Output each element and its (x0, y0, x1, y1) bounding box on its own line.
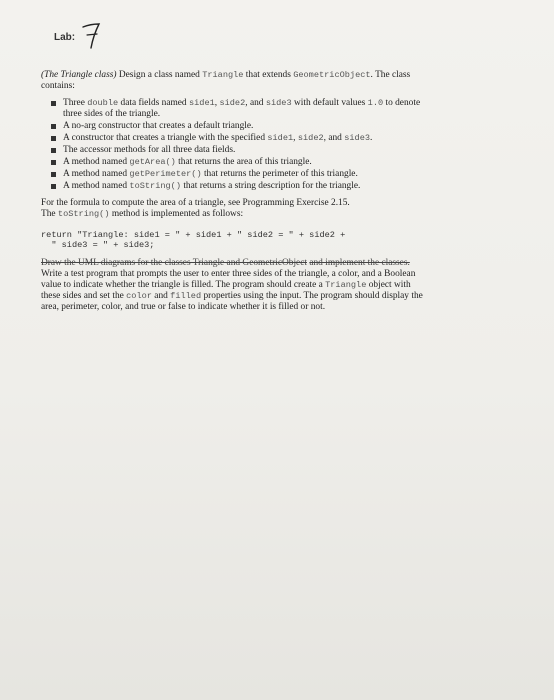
formula-line: For the formula to compute the area of a triangle, see Programming Exercise 2.15. (41, 198, 350, 208)
struck-text: Draw the UML diagrams for the classes Triangle and GeometricObject (41, 258, 307, 268)
assignment-content (41, 70, 441, 313)
intro-paragraph: (The Triangle class) Design a class named Triangle that extends GeometricObject. The class contains: (41, 70, 411, 91)
list-item: The accessor methods for all three data fields. (41, 145, 441, 156)
struck-text: and implement the classes. (309, 258, 410, 268)
bullet-icon (51, 101, 56, 106)
bullet-icon (51, 160, 56, 165)
code-line: " side3 = " + side3; (41, 240, 155, 250)
bullet-icon (51, 124, 56, 129)
bullet-icon (51, 136, 56, 141)
list-item: A method named getArea() that returns the area of this triangle. (41, 157, 441, 168)
code-snippet (41, 230, 441, 250)
list-item: Three double data fields named side1, side2, and side3 with default values 1.0 to denote three sides of the triangle. (41, 98, 441, 120)
bullet-icon (51, 184, 56, 189)
formula-note (41, 198, 441, 220)
bullet-icon (51, 148, 56, 153)
tostring-line: The toString() method is implemented as follows: (41, 209, 244, 219)
list-item: A method named getPerimeter() that returns the perimeter of this triangle. (41, 169, 441, 180)
intro-title: (The Triangle class) (41, 70, 117, 80)
handwritten-lab-number (80, 20, 102, 50)
class-name-triangle: Triangle (202, 70, 244, 80)
list-item: A constructor that creates a triangle with the specified side1, side2, and side3. (41, 133, 441, 144)
list-item: A no-arg constructor that creates a default triangle. (41, 121, 441, 132)
class-name-geometric-object: GeometricObject (293, 70, 371, 80)
code-line: return "Triangle: side1 = " + side1 + " side2 = " + side2 + (41, 230, 346, 240)
lab-label: Lab: (54, 32, 76, 43)
class-contents-list (41, 98, 441, 192)
list-item: A method named toString() that returns a string description for the triangle. (41, 181, 441, 192)
handwritten-seven-icon (80, 20, 102, 50)
bullet-icon (51, 172, 56, 177)
test-program-paragraph: Draw the UML diagrams for the classes Triangle and GeometricObject and implement the classes. Write a test program that prompts the user to enter three sides of the triangle, a color, and a Boolean value to indicate whether the triangle is filled. The program should create a Triangle object with these sides and set the color and filled properties using the input. The program should display the area, perimeter, color, and true or false to indicate whether it is filled or not. (41, 258, 423, 312)
